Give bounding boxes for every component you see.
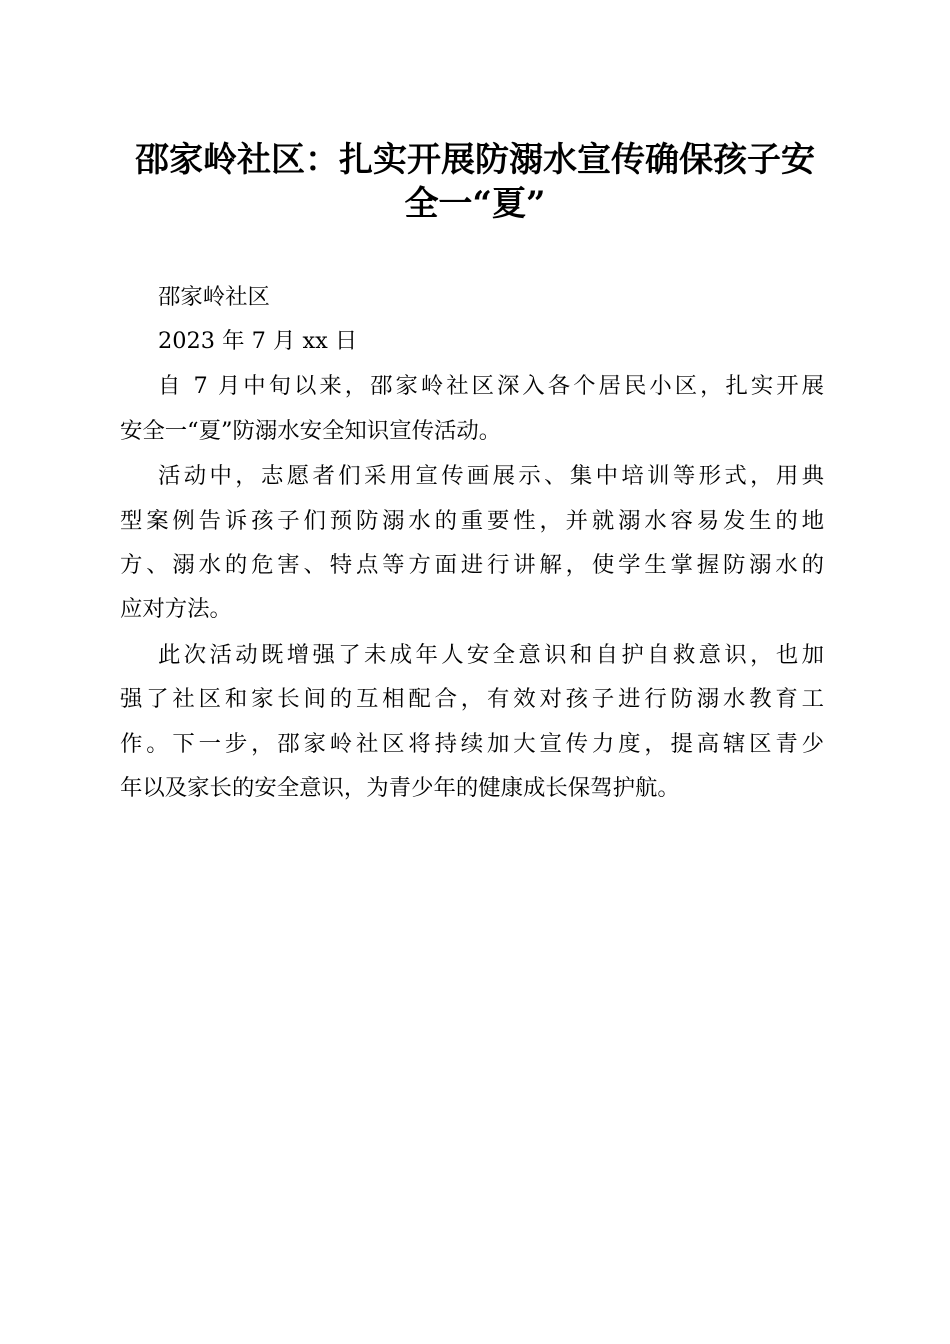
document-title-line-1: 邵家岭社区：扎实开展防溺水宣传确保孩子安 bbox=[135, 140, 815, 180]
paragraph-3-line-4: 年以及家长的安全意识，为青少年的健康成长保驾护航。 bbox=[120, 775, 680, 801]
paragraph-1-line-1: 自 7 月中旬以来，邵家岭社区深入各个居民小区，扎实开展 bbox=[158, 373, 824, 399]
paragraph-3-line-1: 此次活动既增强了未成年人安全意识和自护自救意识，也加 bbox=[158, 642, 824, 668]
author-line: 邵家岭社区 bbox=[158, 284, 270, 310]
paragraph-2-line-4: 应对方法。 bbox=[120, 596, 232, 622]
paragraph-3-line-2: 强了社区和家长间的互相配合，有效对孩子进行防溺水教育工 bbox=[120, 686, 824, 712]
paragraph-3-line-3: 作。下一步，邵家岭社区将持续加大宣传力度，提高辖区青少 bbox=[120, 731, 824, 757]
paragraph-2-line-1: 活动中，志愿者们采用宣传画展示、集中培训等形式，用典 bbox=[158, 463, 824, 489]
paragraph-2-line-2: 型案例告诉孩子们预防溺水的重要性，并就溺水容易发生的地 bbox=[120, 508, 824, 534]
document-title-line-2: 全一“夏” bbox=[404, 184, 546, 224]
paragraph-1-line-2: 安全一“夏”防溺水安全知识宣传活动。 bbox=[120, 418, 502, 444]
date-line: 2023 年 7 月 xx 日 bbox=[158, 328, 358, 354]
paragraph-2-line-3: 方、溺水的危害、特点等方面进行讲解，使学生掌握防溺水的 bbox=[120, 552, 824, 578]
